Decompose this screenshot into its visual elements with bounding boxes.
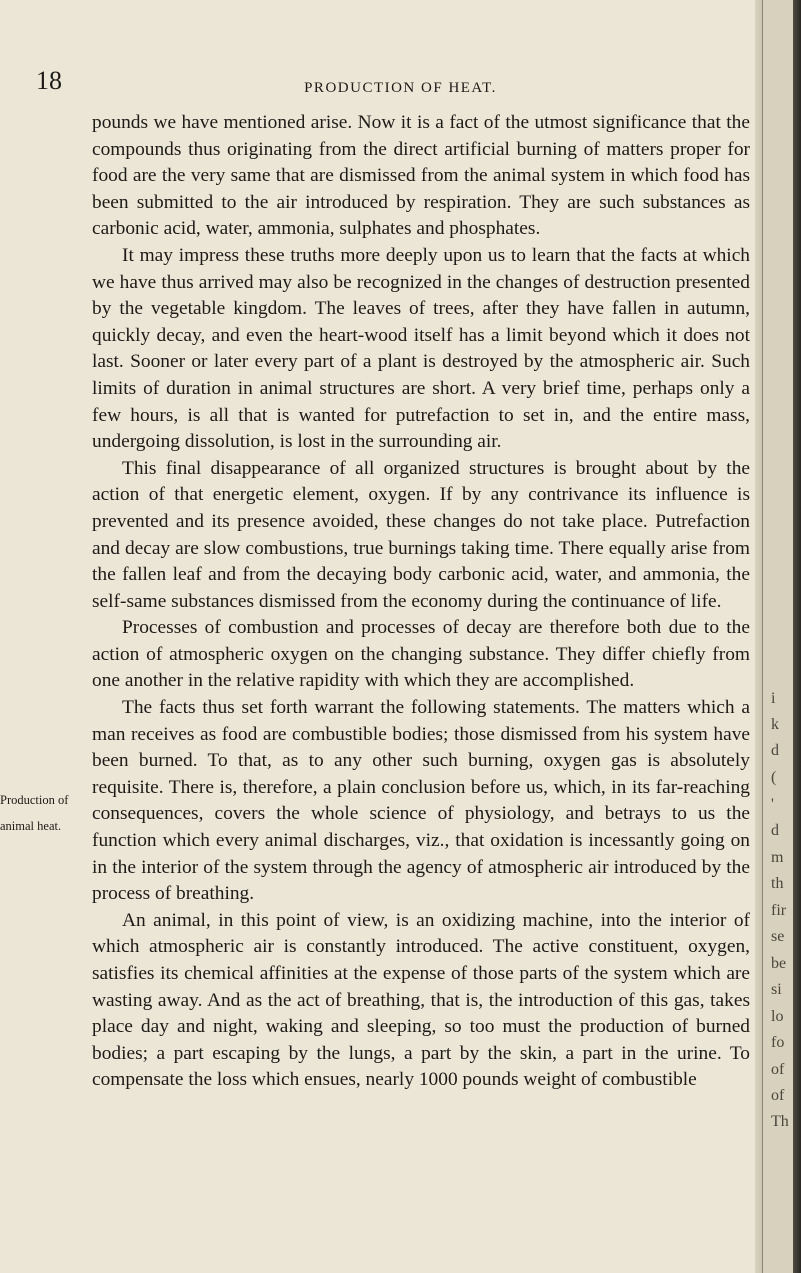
edge-glyph: be xyxy=(771,955,787,972)
paragraph-5: The facts thus set forth warrant the following statements. The matters which a man receives as food are combustible bodies; those dismissed from his system have been burned. To that, as to any other such burning, oxygen gas is absolutely requisite. There is, therefore, a plain conclusion before us, which, in its far-reaching consequences, covers the whole science of physiology, and betrays to us the function which every animal discharges, viz., that oxidation is incessantly going on in the interior of the system through the agency of atmospheric air introduced by the process of breathing. xyxy=(92,697,750,905)
paragraph-1: pounds we have mentioned arise. Now it is a fact of the utmost significance that the compounds thus originating from the direct artificial burning of matters proper for food are the very same that are dismissed from the animal system in which food has been submitted to the air introduced by respiration. They are such substances as carbonic acid, water, ammonia, sulphates and phosphates. xyxy=(92,112,750,240)
edge-glyph: of xyxy=(771,1087,785,1104)
paragraph-6: An animal, in this point of view, is an oxidizing machine, into the interior of which atmospheric air is constantly introduced. The active constituent, oxygen, satisfies its chemical affinities at the expense of those parts of the system which are wasting away. And as the act of breathing, that is, the introduction of this gas, takes place day and night, waking and sleeping, so too must the production of burned bodies; a part escaping by the lungs, a part by the skin, a part in the urine. To compensate the loss which ensues, nearly 1000 pounds weight of combustible xyxy=(92,909,750,1091)
edge-glyph: k xyxy=(771,716,779,733)
edge-glyph: of xyxy=(771,1061,785,1078)
edge-glyph: fo xyxy=(771,1034,785,1051)
edge-glyph: i xyxy=(771,690,776,707)
body-text xyxy=(92,110,750,1094)
paragraph-2: It may impress these truths more deeply upon us to learn that the facts at which we have thus arrived may also be recognized in the changes of destruction presented by the vegetable kingdom. The leaves of trees, after they have fallen in autumn, quickly decay, and even the heart-wood itself has a limit beyond which it does not last. Sooner or later every part of a plant is destroyed by the atmospheric air. Such limits of duration in animal structures are short. A very brief time, perhaps only a few hours, is all that is wanted for putrefaction to set in, and the entire mass, undergoing dissolution, is lost in the surrounding air. xyxy=(92,244,750,453)
edge-glyph: lo xyxy=(771,1008,784,1025)
paragraph-4: Processes of combustion and processes of decay are therefore both due to the action of atmospheric oxygen on the changing substance. They differ chiefly from one another in the relative rapidity with which they are accomplished. xyxy=(92,617,750,692)
running-head: PRODUCTION OF HEAT. xyxy=(304,80,497,96)
margin-note-line-2: animal heat. xyxy=(0,819,62,833)
margin-note-line-1: Production of xyxy=(0,793,69,807)
edge-glyph: d xyxy=(771,822,779,839)
paragraph-3: This final disappearance of all organized structures is brought about by the action of that energetic element, oxygen. If by any contrivance its influence is prevented and its presence avoided, these changes do not take place. Putrefaction and decay are slow combustions, true burnings taking time. There equally arise from the fallen leaf and from the decaying body carbonic acid, water, and ammonia, the self-same substances dismissed from the economy during the continuance of life. xyxy=(92,457,750,612)
edge-glyph: ( xyxy=(771,769,777,786)
edge-glyph: d xyxy=(771,742,779,759)
edge-glyph: th xyxy=(771,875,784,892)
next-page-edge-text xyxy=(763,0,793,1273)
edge-glyph: se xyxy=(771,928,785,945)
edge-glyph: Th xyxy=(771,1113,789,1130)
edge-glyph: si xyxy=(771,981,782,998)
page-number: 18 xyxy=(36,66,62,95)
edge-glyph: fir xyxy=(771,902,787,919)
edge-glyph: ' xyxy=(771,796,774,813)
edge-glyph: m xyxy=(771,849,784,866)
